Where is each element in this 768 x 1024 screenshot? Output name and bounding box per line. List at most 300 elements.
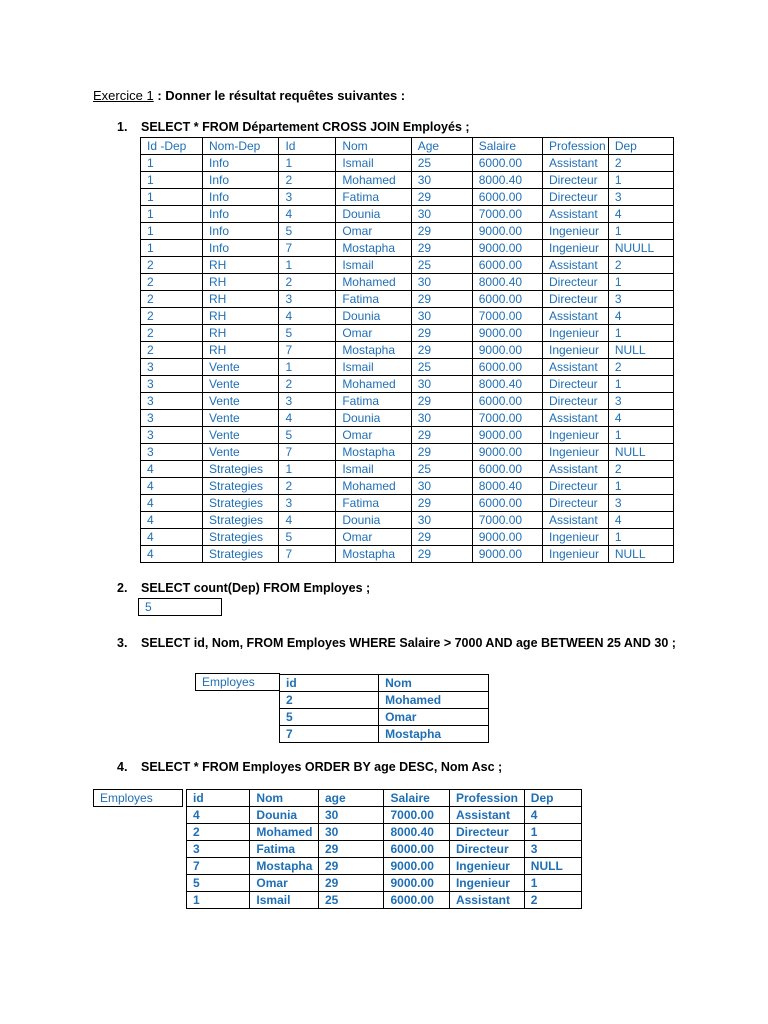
- table-cell: Vente: [203, 376, 279, 393]
- table-row: [141, 257, 674, 274]
- table-cell: Assistant: [542, 206, 608, 223]
- table-cell: 25: [411, 257, 472, 274]
- column-header: Nom: [336, 138, 411, 155]
- cross-join-table: [140, 137, 674, 563]
- table-cell: NULL: [608, 342, 673, 359]
- question-number: 2.: [117, 581, 128, 595]
- table-cell: 3: [141, 376, 203, 393]
- column-header: Dep: [524, 790, 581, 807]
- table-cell: Ingenieur: [542, 325, 608, 342]
- table-cell: 4: [141, 478, 203, 495]
- table-cell: 30: [319, 807, 384, 824]
- table-cell: 3: [141, 359, 203, 376]
- table-cell: 2: [608, 359, 673, 376]
- table-cell: Assistant: [542, 155, 608, 172]
- table-cell: 9000.00: [472, 240, 542, 257]
- table-cell: Mohamed: [250, 824, 319, 841]
- question-number: 1.: [117, 120, 128, 134]
- table-cell: 2: [608, 461, 673, 478]
- table-cell: Ingenieur: [542, 342, 608, 359]
- table-cell: Directeur: [542, 172, 608, 189]
- question-2: [117, 581, 370, 595]
- table-cell: 3: [187, 841, 250, 858]
- table-cell: 8000.40: [384, 824, 449, 841]
- table-cell: Ismail: [336, 461, 411, 478]
- table-row: [280, 726, 489, 743]
- table-cell: Directeur: [542, 495, 608, 512]
- table-cell: 6000.00: [472, 495, 542, 512]
- table-cell: Mohamed: [336, 478, 411, 495]
- table-cell: 1: [141, 172, 203, 189]
- table-header-row: [187, 790, 582, 807]
- table-cell: 7: [279, 546, 336, 563]
- table-cell: 30: [411, 308, 472, 325]
- table-cell: 9000.00: [472, 529, 542, 546]
- table-cell: 3: [608, 291, 673, 308]
- table-cell: 6000.00: [472, 257, 542, 274]
- table-cell: 29: [319, 875, 384, 892]
- table-cell: Strategies: [203, 512, 279, 529]
- column-header: Id: [279, 138, 336, 155]
- table-cell: 4: [279, 206, 336, 223]
- table-cell: Mohamed: [336, 172, 411, 189]
- table-cell: RH: [203, 274, 279, 291]
- table-row: [187, 841, 582, 858]
- table-cell: 9000.00: [472, 444, 542, 461]
- table-row: [141, 274, 674, 291]
- table-cell: RH: [203, 257, 279, 274]
- table-cell: 1: [141, 223, 203, 240]
- table-cell: 9000.00: [472, 342, 542, 359]
- table-cell: 2: [280, 692, 379, 709]
- table-row: [141, 223, 674, 240]
- table-cell: 7: [279, 342, 336, 359]
- table-cell: Directeur: [542, 376, 608, 393]
- table-cell: 29: [411, 444, 472, 461]
- table-row: [187, 807, 582, 824]
- table-row: [187, 875, 582, 892]
- table-cell: Ingenieur: [542, 240, 608, 257]
- table-cell: 2: [279, 376, 336, 393]
- table-row: [280, 692, 489, 709]
- table-cell: Assistant: [449, 892, 524, 909]
- table-cell: Strategies: [203, 546, 279, 563]
- table-cell: Ismail: [250, 892, 319, 909]
- table-cell: 3: [141, 427, 203, 444]
- table-cell: 2: [608, 257, 673, 274]
- table-cell: Ingenieur: [449, 858, 524, 875]
- table-cell: 5: [280, 709, 379, 726]
- table-cell: Strategies: [203, 529, 279, 546]
- table-cell: 8000.40: [472, 172, 542, 189]
- table-cell: 2: [141, 325, 203, 342]
- table-cell: 6000.00: [472, 291, 542, 308]
- table-row: [141, 291, 674, 308]
- table-cell: 1: [187, 892, 250, 909]
- table-row: [280, 709, 489, 726]
- table-cell: 3: [141, 444, 203, 461]
- column-header: Nom: [250, 790, 319, 807]
- table-cell: 2: [608, 155, 673, 172]
- table-cell: 2: [141, 257, 203, 274]
- table-row: [141, 376, 674, 393]
- table-cell: 4: [524, 807, 581, 824]
- table-cell: 2: [279, 172, 336, 189]
- table-cell: 7000.00: [472, 206, 542, 223]
- exercise-title-underlined: Exercice 1: [93, 88, 154, 103]
- table-cell: Ingenieur: [542, 223, 608, 240]
- table-cell: Ingenieur: [542, 427, 608, 444]
- table-cell: Strategies: [203, 478, 279, 495]
- column-header: Nom-Dep: [203, 138, 279, 155]
- exercise-title-rest: : Donner le résultat requêtes suivantes :: [153, 88, 406, 103]
- table-cell: 7: [279, 240, 336, 257]
- table-cell: 29: [319, 841, 384, 858]
- table-cell: 7000.00: [472, 410, 542, 427]
- table-cell: 9000.00: [472, 325, 542, 342]
- table-row: [141, 529, 674, 546]
- question-text: SELECT * FROM Département CROSS JOIN Employés ;: [141, 120, 470, 134]
- table-cell: 1: [524, 824, 581, 841]
- question-number: 4.: [117, 760, 128, 774]
- table-cell: Mohamed: [379, 692, 489, 709]
- table-cell: Info: [203, 223, 279, 240]
- table-cell: Fatima: [336, 291, 411, 308]
- table-row: [141, 393, 674, 410]
- table-cell: Vente: [203, 359, 279, 376]
- column-header: Profession: [542, 138, 608, 155]
- table-cell: 9000.00: [472, 223, 542, 240]
- table-cell: Directeur: [449, 841, 524, 858]
- table-cell: 1: [279, 257, 336, 274]
- table-cell: 30: [411, 376, 472, 393]
- table-cell: 29: [411, 223, 472, 240]
- table-row: [141, 240, 674, 257]
- table-cell: 1: [524, 875, 581, 892]
- table-cell: Ingenieur: [542, 546, 608, 563]
- table-cell: Vente: [203, 444, 279, 461]
- table-cell: 9000.00: [472, 427, 542, 444]
- table-cell: Fatima: [250, 841, 319, 858]
- table-cell: Omar: [379, 709, 489, 726]
- table-cell: Dounia: [336, 308, 411, 325]
- table-cell: 1: [608, 325, 673, 342]
- table-cell: 1: [608, 223, 673, 240]
- table-row: [141, 410, 674, 427]
- table-cell: 29: [319, 858, 384, 875]
- table-cell: 4: [608, 206, 673, 223]
- table-row: [141, 359, 674, 376]
- table-cell: 29: [411, 529, 472, 546]
- table-cell: 6000.00: [472, 155, 542, 172]
- question-number: 3.: [117, 636, 128, 650]
- table-cell: 5: [279, 223, 336, 240]
- table-cell: Ismail: [336, 359, 411, 376]
- table-cell: 2: [187, 824, 250, 841]
- table-cell: Assistant: [542, 359, 608, 376]
- table-cell: 25: [411, 155, 472, 172]
- table-cell: Ismail: [336, 155, 411, 172]
- table-cell: Omar: [250, 875, 319, 892]
- table-cell: 5: [279, 427, 336, 444]
- table-cell: 1: [608, 172, 673, 189]
- table-cell: 6000.00: [384, 892, 449, 909]
- table-cell: 29: [411, 240, 472, 257]
- table-cell: Dounia: [336, 206, 411, 223]
- table-cell: 7: [279, 444, 336, 461]
- table-cell: Omar: [336, 529, 411, 546]
- table-cell: 2: [141, 308, 203, 325]
- table-cell: 3: [524, 841, 581, 858]
- table-cell: Assistant: [542, 308, 608, 325]
- table-cell: 6000.00: [384, 841, 449, 858]
- table-cell: Strategies: [203, 495, 279, 512]
- table-cell: Vente: [203, 427, 279, 444]
- table-cell: Mostapha: [336, 444, 411, 461]
- table-row: [141, 206, 674, 223]
- table-cell: Vente: [203, 393, 279, 410]
- table-cell: 5: [279, 529, 336, 546]
- question-4: [117, 760, 502, 774]
- question-text: SELECT id, Nom, FROM Employes WHERE Salaire > 7000 AND age BETWEEN 25 AND 30 ;: [141, 636, 676, 650]
- result-table-q3: [279, 674, 489, 743]
- table-row: [141, 155, 674, 172]
- table-cell: Mostapha: [336, 240, 411, 257]
- table-cell: 9000.00: [384, 875, 449, 892]
- table-header-row: [141, 138, 674, 155]
- table-cell: Info: [203, 172, 279, 189]
- table-cell: Info: [203, 240, 279, 257]
- column-header: Id -Dep: [141, 138, 203, 155]
- column-header: Nom: [379, 675, 489, 692]
- table-cell: 30: [411, 512, 472, 529]
- table-cell: Vente: [203, 410, 279, 427]
- table-cell: 3: [279, 495, 336, 512]
- table-row: [141, 478, 674, 495]
- column-header: Salaire: [472, 138, 542, 155]
- table-row: [187, 824, 582, 841]
- table-cell: 1: [608, 427, 673, 444]
- table-row: [141, 546, 674, 563]
- column-header: Age: [411, 138, 472, 155]
- column-header: Salaire: [384, 790, 449, 807]
- table-cell: 29: [411, 495, 472, 512]
- table-cell: 25: [411, 359, 472, 376]
- table-cell: Info: [203, 189, 279, 206]
- table-cell: 30: [411, 274, 472, 291]
- exercise-title: [93, 88, 405, 103]
- table-cell: RH: [203, 342, 279, 359]
- table-cell: Omar: [336, 223, 411, 240]
- table-cell: 4: [279, 308, 336, 325]
- table-cell: NULL: [524, 858, 581, 875]
- table-cell: 29: [411, 189, 472, 206]
- table-row: [141, 495, 674, 512]
- table-cell: 29: [411, 393, 472, 410]
- table-row: [141, 172, 674, 189]
- table-cell: NUULL: [608, 240, 673, 257]
- table-cell: Assistant: [542, 410, 608, 427]
- table-cell: 2: [279, 274, 336, 291]
- table-row: [141, 342, 674, 359]
- column-header: Profession: [449, 790, 524, 807]
- table-cell: 2: [141, 342, 203, 359]
- table-cell: 7000.00: [472, 308, 542, 325]
- column-header: age: [319, 790, 384, 807]
- table-cell: Fatima: [336, 189, 411, 206]
- table-cell: 1: [279, 155, 336, 172]
- table-cell: Directeur: [449, 824, 524, 841]
- table-cell: Ingenieur: [542, 529, 608, 546]
- table-cell: 8000.40: [472, 274, 542, 291]
- table-cell: Info: [203, 206, 279, 223]
- table-cell: 2: [524, 892, 581, 909]
- table-cell: 25: [319, 892, 384, 909]
- table-cell: NULL: [608, 546, 673, 563]
- table-row: [187, 892, 582, 909]
- table-cell: 7: [187, 858, 250, 875]
- table-cell: 7000.00: [472, 512, 542, 529]
- table-cell: Fatima: [336, 393, 411, 410]
- table-cell: 30: [319, 824, 384, 841]
- table-cell: 6000.00: [472, 393, 542, 410]
- table-cell: 3: [608, 495, 673, 512]
- table-cell: 7: [280, 726, 379, 743]
- table-cell: 4: [608, 308, 673, 325]
- table-cell: 1: [279, 461, 336, 478]
- table-cell: Assistant: [449, 807, 524, 824]
- table-cell: 4: [141, 529, 203, 546]
- table-cell: Ingenieur: [449, 875, 524, 892]
- table-row: [141, 512, 674, 529]
- table-cell: 4: [608, 410, 673, 427]
- table-cell: 2: [141, 274, 203, 291]
- table-cell: Fatima: [336, 495, 411, 512]
- table-cell: 1: [141, 206, 203, 223]
- table-cell: Dounia: [250, 807, 319, 824]
- table-cell: 5: [279, 325, 336, 342]
- column-header: id: [280, 675, 379, 692]
- table-cell: Directeur: [542, 274, 608, 291]
- table-row: [141, 189, 674, 206]
- table-cell: 30: [411, 172, 472, 189]
- table-cell: Dounia: [336, 512, 411, 529]
- table-cell: 1: [141, 155, 203, 172]
- table-row: [141, 461, 674, 478]
- table-cell: Assistant: [542, 461, 608, 478]
- table-cell: 4: [141, 512, 203, 529]
- table-cell: 3: [279, 189, 336, 206]
- table-cell: Directeur: [542, 189, 608, 206]
- table-cell: 2: [141, 291, 203, 308]
- table-cell: 4: [141, 546, 203, 563]
- result-table-q4: [186, 789, 582, 909]
- table-cell: Mostapha: [250, 858, 319, 875]
- table-row: [187, 858, 582, 875]
- question-1: [117, 120, 470, 134]
- column-header: id: [187, 790, 250, 807]
- table-cell: 4: [279, 410, 336, 427]
- table-cell: 29: [411, 427, 472, 444]
- table-cell: 29: [411, 325, 472, 342]
- table-cell: 8000.40: [472, 478, 542, 495]
- table-row: [141, 427, 674, 444]
- table-cell: 1: [608, 529, 673, 546]
- table-cell: 29: [411, 546, 472, 563]
- table-cell: 7000.00: [384, 807, 449, 824]
- table-cell: 2: [279, 478, 336, 495]
- table-cell: RH: [203, 291, 279, 308]
- column-header: Dep: [608, 138, 673, 155]
- table-cell: 9000.00: [472, 546, 542, 563]
- table-cell: Info: [203, 155, 279, 172]
- table-row: [141, 308, 674, 325]
- table-cell: 6000.00: [472, 189, 542, 206]
- table-cell: 4: [141, 461, 203, 478]
- table-cell: Directeur: [542, 291, 608, 308]
- table-cell: Mostapha: [379, 726, 489, 743]
- table-cell: 8000.40: [472, 376, 542, 393]
- table-cell: 1: [608, 274, 673, 291]
- table-cell: RH: [203, 308, 279, 325]
- table-cell: 1: [608, 376, 673, 393]
- table-cell: 1: [608, 478, 673, 495]
- table-cell: 25: [411, 461, 472, 478]
- table-cell: 3: [608, 393, 673, 410]
- table-cell: 30: [411, 410, 472, 427]
- table-cell: Assistant: [542, 257, 608, 274]
- table-cell: 29: [411, 291, 472, 308]
- table-header-row: [280, 675, 489, 692]
- table-cell: 5: [187, 875, 250, 892]
- table-cell: 9000.00: [384, 858, 449, 875]
- table-cell: 3: [608, 189, 673, 206]
- question-text: SELECT * FROM Employes ORDER BY age DESC, Nom Asc ;: [141, 760, 503, 774]
- table-cell: 6000.00: [472, 461, 542, 478]
- count-result: 5: [138, 598, 222, 616]
- table-cell: Mohamed: [336, 274, 411, 291]
- table-cell: 1: [141, 189, 203, 206]
- table-row: [141, 444, 674, 461]
- table-cell: Directeur: [542, 393, 608, 410]
- table-cell: 3: [141, 410, 203, 427]
- table-cell: Directeur: [542, 478, 608, 495]
- table-cell: 6000.00: [472, 359, 542, 376]
- table-cell: 3: [141, 393, 203, 410]
- table-cell: Mohamed: [336, 376, 411, 393]
- table-cell: 1: [141, 240, 203, 257]
- table-row: [141, 325, 674, 342]
- question-text: SELECT count(Dep) FROM Employes ;: [141, 581, 371, 595]
- table-cell: Ismail: [336, 257, 411, 274]
- table-cell: 1: [279, 359, 336, 376]
- table-label: Employes: [93, 789, 183, 807]
- table-cell: 3: [279, 291, 336, 308]
- table-label: Employes: [195, 673, 280, 691]
- table-cell: 4: [608, 512, 673, 529]
- table-cell: Dounia: [336, 410, 411, 427]
- table-cell: Strategies: [203, 461, 279, 478]
- table-cell: Assistant: [542, 512, 608, 529]
- table-cell: Omar: [336, 427, 411, 444]
- table-cell: 4: [141, 495, 203, 512]
- table-cell: NULL: [608, 444, 673, 461]
- table-cell: RH: [203, 325, 279, 342]
- table-cell: Omar: [336, 325, 411, 342]
- question-3: [117, 636, 676, 650]
- table-cell: Mostapha: [336, 546, 411, 563]
- table-cell: Ingenieur: [542, 444, 608, 461]
